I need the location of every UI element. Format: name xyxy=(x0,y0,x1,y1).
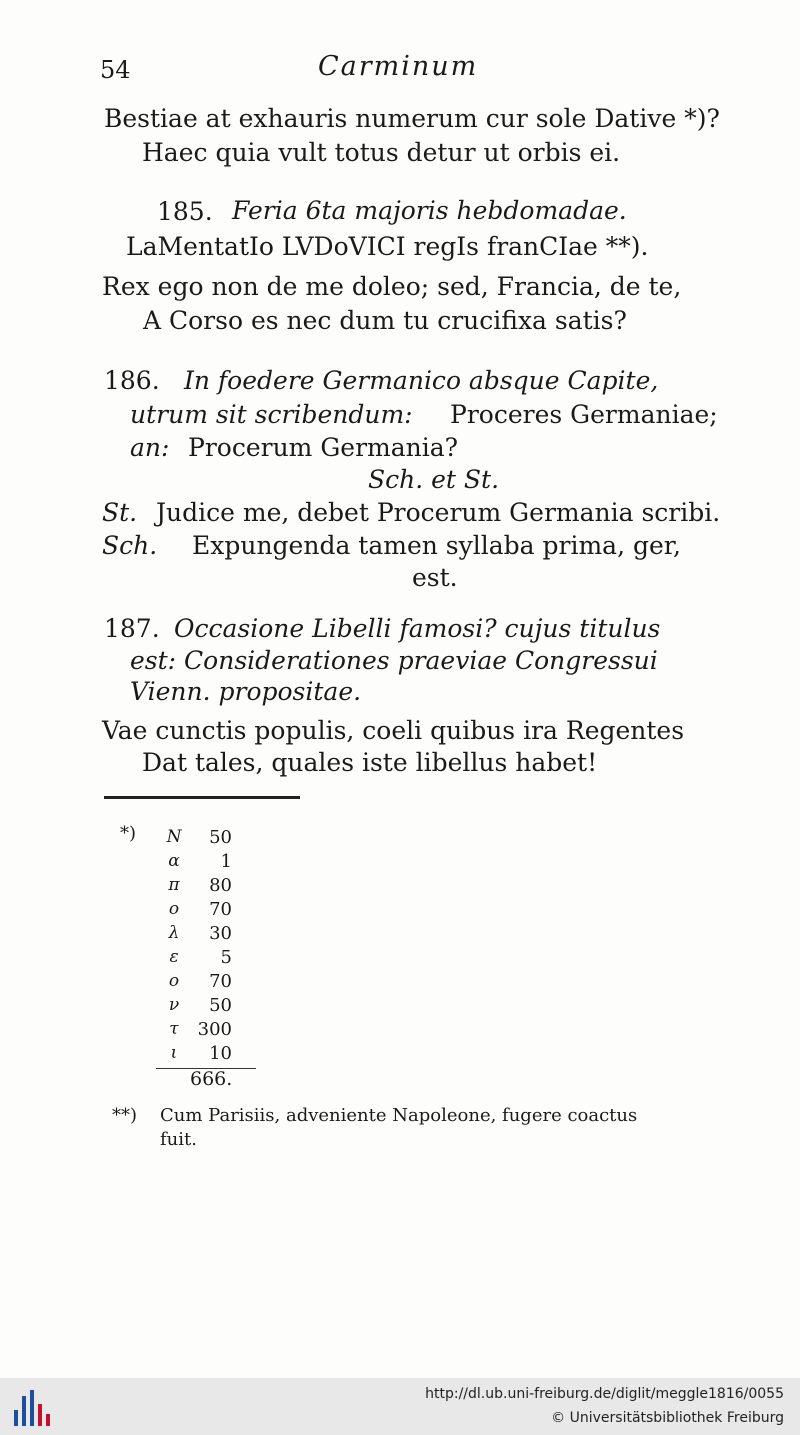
entry-186-speakers: Sch. et St. xyxy=(368,465,500,494)
value-cell: 10 xyxy=(209,1043,232,1064)
letter-cell: ν xyxy=(168,995,180,1015)
value-cell: 1 xyxy=(220,851,232,872)
source-url[interactable]: http://dl.ub.uni-freiburg.de/diglit/meggle1816/0055 xyxy=(425,1386,784,1402)
entry-186-title-question: utrum sit scribendum: xyxy=(130,400,413,429)
entry-187-title: Occasione Libelli famosi? cujus titulus xyxy=(174,614,661,643)
poem-line: Bestiae at exhauris numerum cur sole Dative *)? xyxy=(104,104,720,133)
poem-line: A Corso es nec dum tu crucifixa satis? xyxy=(143,306,627,335)
letter-cell: τ xyxy=(169,1019,179,1039)
letter-cell: ο xyxy=(168,971,180,991)
library-logo-icon xyxy=(12,1390,52,1426)
page-number: 54 xyxy=(100,56,131,84)
value-cell: 300 xyxy=(197,1019,232,1040)
footnote-rule xyxy=(104,796,300,799)
dialogue-line: Expungenda tamen syllaba prima, ger, xyxy=(192,531,681,560)
entry-187-number: 187. xyxy=(104,614,160,643)
value-cell: 5 xyxy=(220,947,232,968)
entry-185-number: 185. xyxy=(157,197,213,226)
entry-186-an: an: xyxy=(130,433,170,462)
entry-186-title: In foedere Germanico absque Capite, xyxy=(184,366,659,395)
letter-cell: ε xyxy=(169,947,179,967)
footnote-marker: *) xyxy=(120,823,137,844)
value-cell: 50 xyxy=(209,995,232,1016)
footnote-text: fuit. xyxy=(160,1129,197,1150)
sum-value: 666. xyxy=(190,1068,233,1090)
value-cell: 30 xyxy=(209,923,232,944)
entry-187-title: Vienn. propositae. xyxy=(130,677,362,706)
dialogue-line-continuation: est. xyxy=(412,563,458,592)
value-cell: 50 xyxy=(209,827,232,848)
poem-line: Haec quia vult totus detur ut orbis ei. xyxy=(142,138,621,167)
entry-187-title: est: Considerationes praeviae Congressui xyxy=(130,646,658,675)
entry-186-option-b: Procerum Germania? xyxy=(188,433,459,462)
letter-cell: ο xyxy=(168,899,180,919)
poem-line: Rex ego non de me doleo; sed, Francia, de te, xyxy=(102,272,682,301)
value-cell: 80 xyxy=(209,875,232,896)
copyright-notice: © Universitätsbibliothek Freiburg xyxy=(551,1410,784,1426)
entry-185-title: Feria 6ta majoris hebdomadae. xyxy=(232,196,627,225)
running-title: Carminum xyxy=(318,51,479,82)
entry-185-subtitle: LaMentatIo LVDoVICI regIs franCIae **). xyxy=(126,232,649,261)
letter-cell: ι xyxy=(170,1043,178,1063)
letter-cell: λ xyxy=(168,923,180,943)
footnote-marker: **) xyxy=(112,1105,138,1126)
poem-line: Vae cunctis populis, coeli quibus ira Regentes xyxy=(102,716,685,745)
letter-cell: α xyxy=(168,851,180,871)
footnote-text: Cum Parisiis, adveniente Napoleone, fugere coactus xyxy=(160,1105,638,1126)
entry-186-option-a: Proceres Germaniae; xyxy=(450,400,718,429)
speaker-label: St. xyxy=(102,498,138,527)
speaker-label: Sch. xyxy=(102,531,158,560)
value-cell: 70 xyxy=(209,899,232,920)
value-cell: 70 xyxy=(209,971,232,992)
letter-cell: π xyxy=(168,875,180,895)
viewer-footer xyxy=(0,1378,800,1435)
entry-186-number: 186. xyxy=(104,366,160,395)
letter-cell: N xyxy=(166,827,182,847)
dialogue-line: Judice me, debet Procerum Germania scribi. xyxy=(156,498,721,527)
poem-line: Dat tales, quales iste libellus habet! xyxy=(142,748,598,777)
